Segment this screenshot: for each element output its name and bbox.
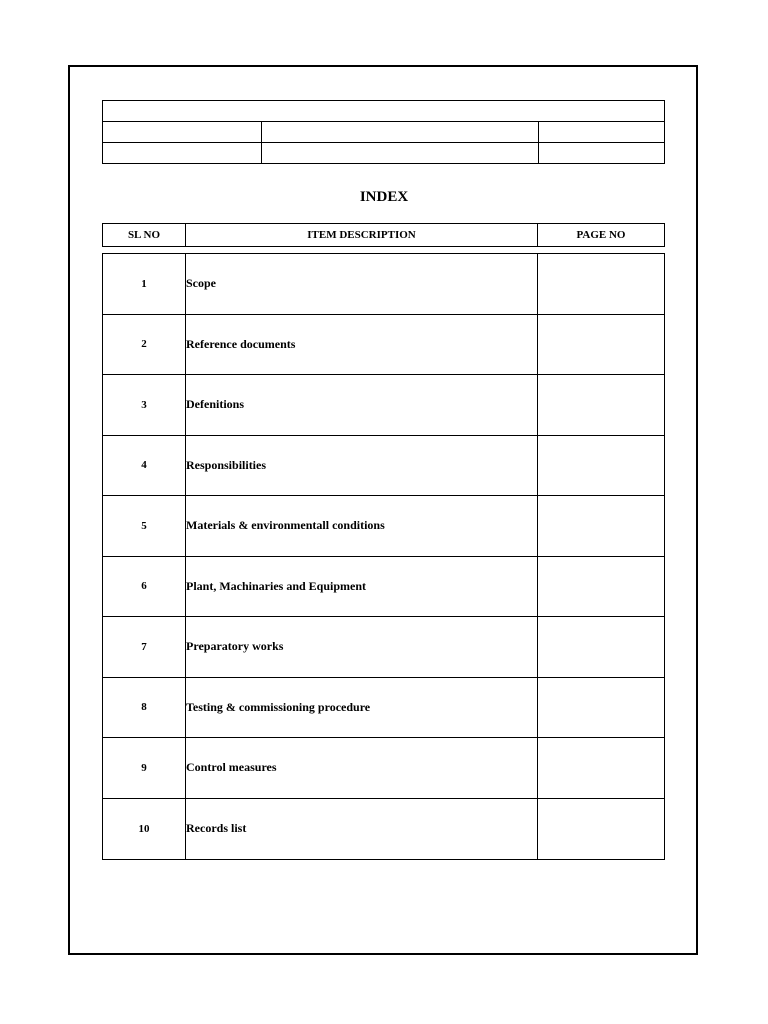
column-header-item-description: ITEM DESCRIPTION xyxy=(186,224,538,246)
item-description-cell: Control measures xyxy=(186,738,538,798)
header-divider-2 xyxy=(538,122,539,164)
sl-no-cell: 10 xyxy=(103,799,186,860)
header-info-row-1 xyxy=(103,122,664,143)
column-header-sl-no: SL NO xyxy=(103,224,186,246)
page-no-cell xyxy=(538,375,664,435)
table-row xyxy=(103,496,664,557)
item-description-cell: Preparatory works xyxy=(186,617,538,677)
sl-no-cell: 2 xyxy=(103,315,186,375)
item-description-cell: Records list xyxy=(186,799,538,860)
page-no-cell xyxy=(538,254,664,314)
item-description-cell: Scope xyxy=(186,254,538,314)
sl-no-cell: 4 xyxy=(103,436,186,496)
header-block xyxy=(102,100,665,164)
item-description-cell: Responsibilities xyxy=(186,436,538,496)
item-description-cell: Defenitions xyxy=(186,375,538,435)
page-no-cell xyxy=(538,738,664,798)
table-row xyxy=(103,799,664,860)
table-row xyxy=(103,678,664,739)
page-no-cell xyxy=(538,678,664,738)
item-description-cell: Reference documents xyxy=(186,315,538,375)
table-row xyxy=(103,617,664,678)
page-no-cell xyxy=(538,496,664,556)
column-header-page-no: PAGE NO xyxy=(576,229,626,241)
column-header-row xyxy=(102,223,665,247)
index-table xyxy=(102,253,665,860)
sl-no-cell: 8 xyxy=(103,678,186,738)
item-description-cell: Testing & commissioning procedure xyxy=(186,678,538,738)
table-row xyxy=(103,436,664,497)
page-no-cell xyxy=(538,617,664,677)
table-row xyxy=(103,315,664,376)
sl-no-cell: 7 xyxy=(103,617,186,677)
sl-no-cell: 1 xyxy=(103,254,186,314)
index-title: INDEX xyxy=(359,189,409,205)
page-no-cell xyxy=(538,799,664,860)
item-description-cell: Materials & environmentall conditions xyxy=(186,496,538,556)
header-divider-1 xyxy=(261,122,262,164)
table-row xyxy=(103,557,664,618)
sl-no-cell: 9 xyxy=(103,738,186,798)
header-title-row xyxy=(103,101,664,122)
table-row xyxy=(103,375,664,436)
sl-no-cell: 6 xyxy=(103,557,186,617)
page-no-cell xyxy=(538,557,664,617)
sl-no-cell: 3 xyxy=(103,375,186,435)
item-description-cell: Plant, Machinaries and Equipment xyxy=(186,557,538,617)
sl-no-cell: 5 xyxy=(103,496,186,556)
table-row xyxy=(103,254,664,315)
page-no-cell xyxy=(538,436,664,496)
page-no-cell xyxy=(538,315,664,375)
header-info-row-2 xyxy=(103,143,664,164)
table-row xyxy=(103,738,664,799)
